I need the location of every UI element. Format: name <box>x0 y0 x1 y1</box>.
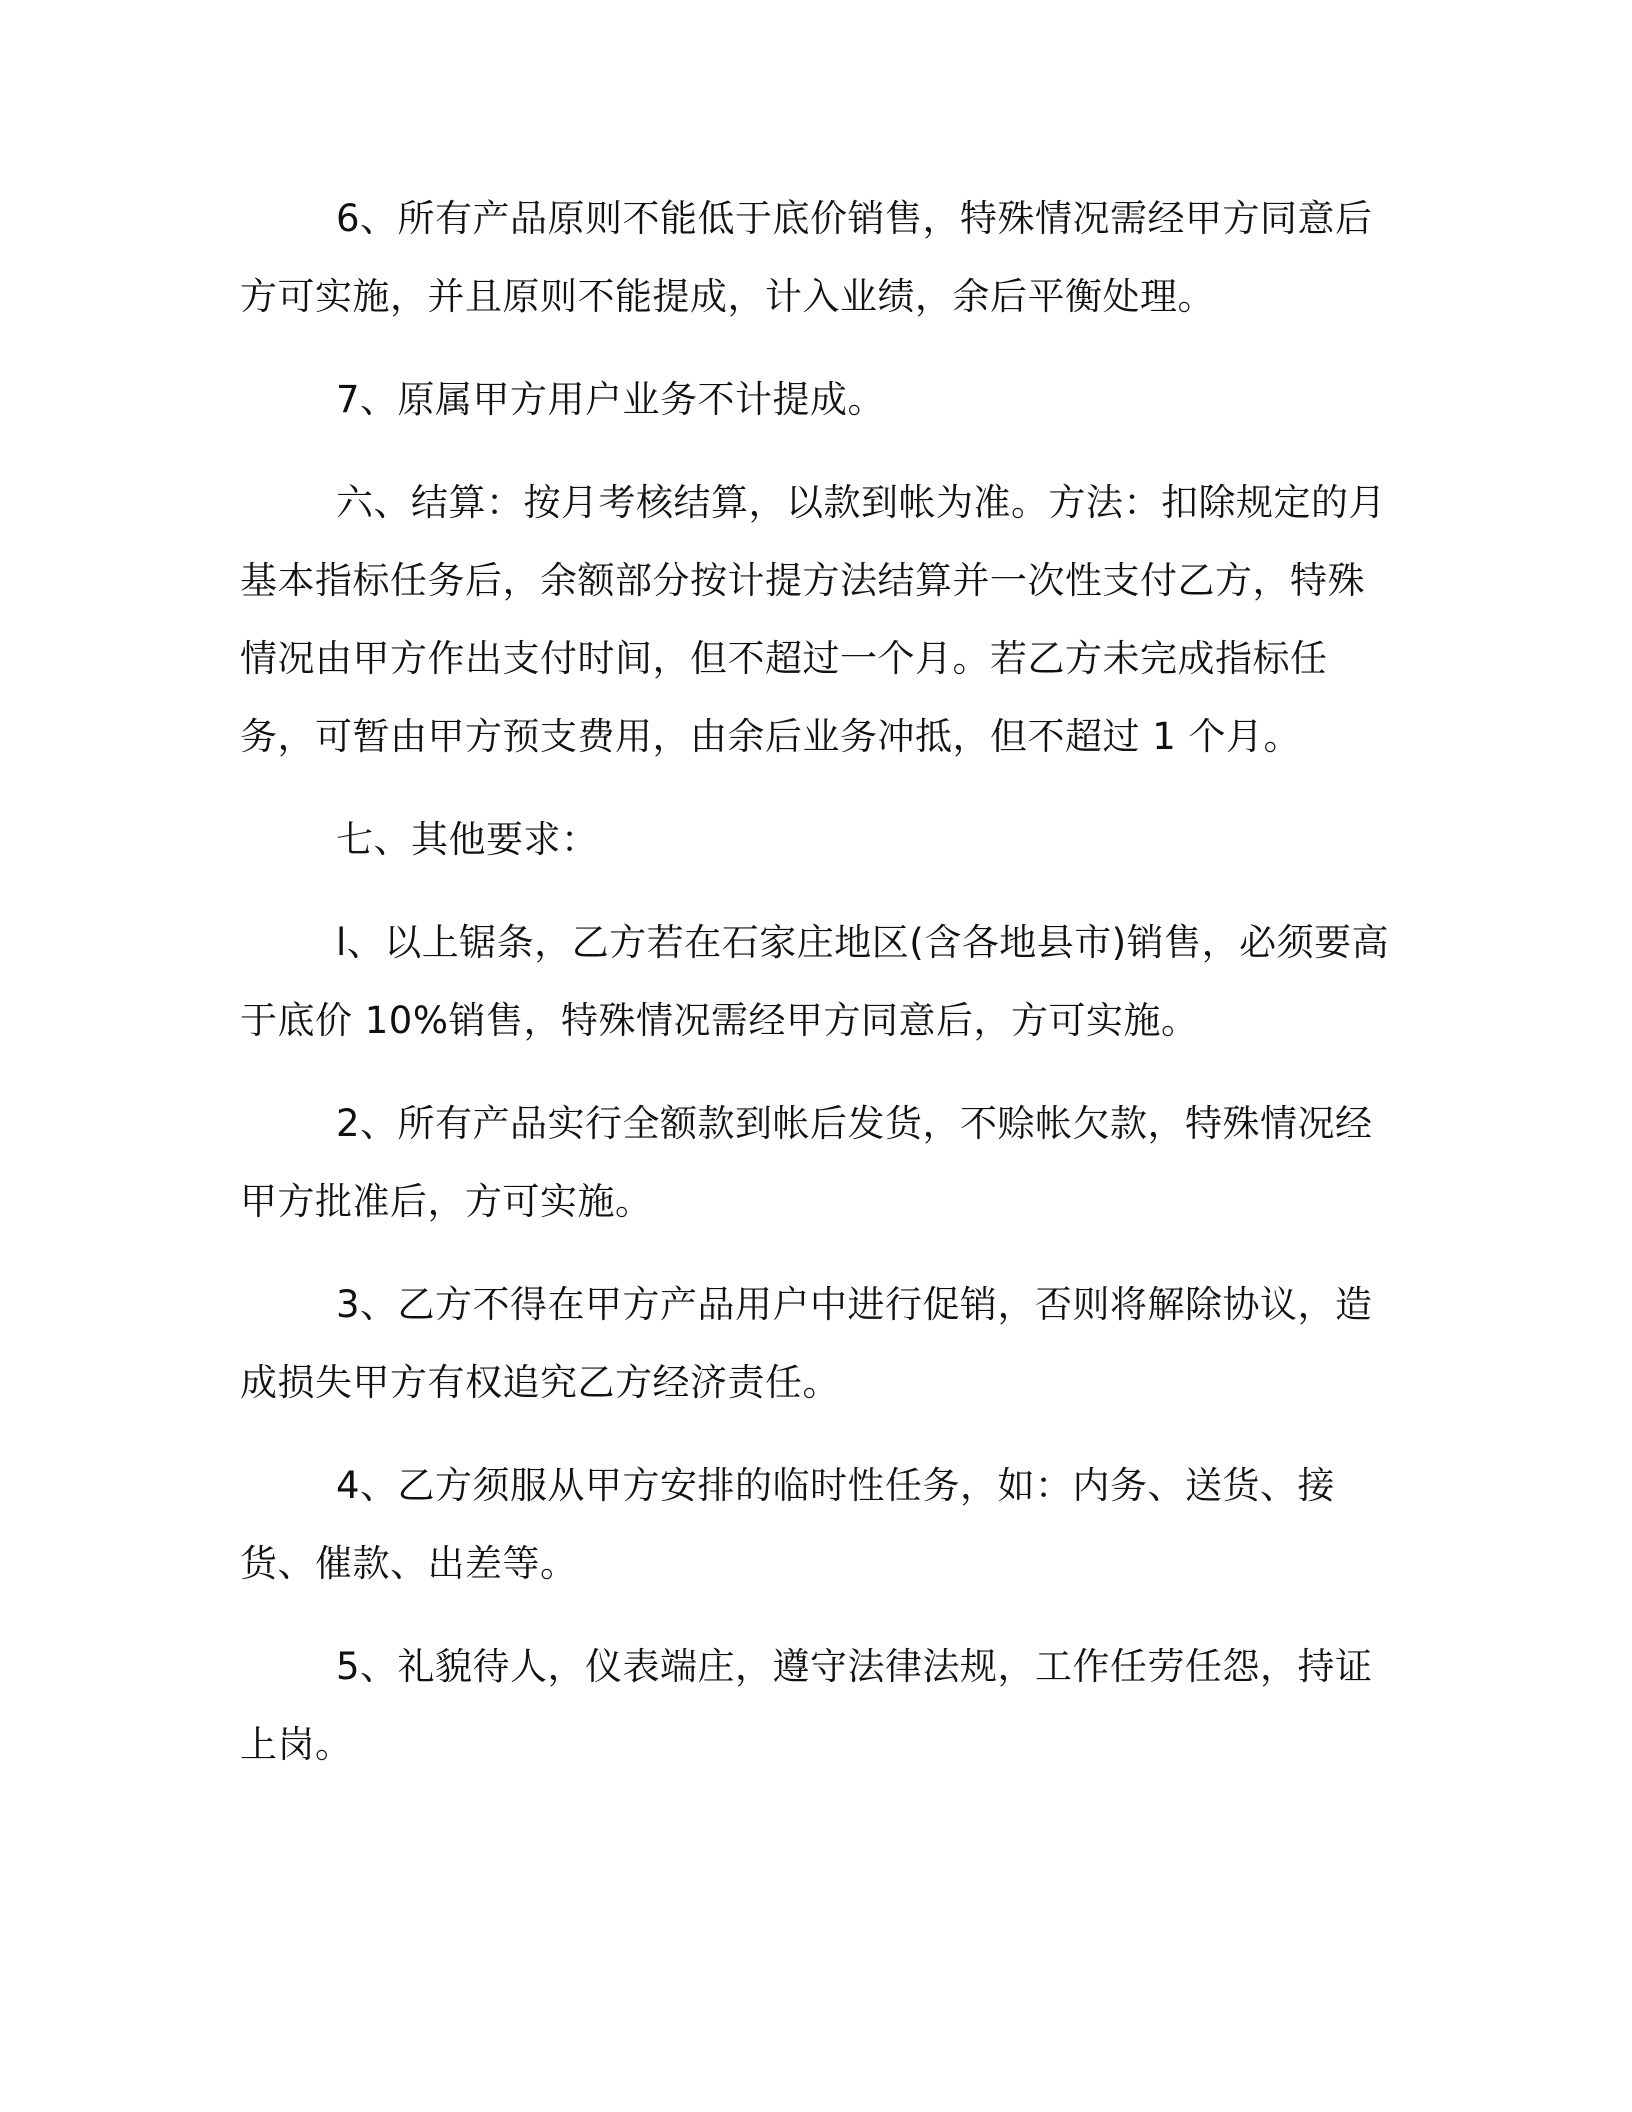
paragraph-item-7: 7、原属甲方用户业务不计提成。 <box>336 378 886 421</box>
paragraph-other-requirements-heading: 七、其他要求： <box>336 818 599 861</box>
paragraph-requirement-1: l、以上锯条，乙方若在石家庄地区(含各地县市)销售，必须要高于底价 10%销售，特殊情况需经甲方同意后，方可实施。 <box>240 921 1390 1042</box>
paragraph-requirement-2: 2、所有产品实行全额款到帐后发货，不赊帐欠款，特殊情况经甲方批准后，方可实施。 <box>240 1102 1373 1223</box>
paragraph-requirement-5: 5、礼貌待人，仪表端庄，遵守法律法规，工作任劳任怨，持证上岗。 <box>240 1645 1373 1766</box>
paragraph-item-6: 6、所有产品原则不能低于底价销售，特殊情况需经甲方同意后方可实施，并且原则不能提成，计入业绩，余后平衡处理。 <box>240 197 1373 318</box>
document-body <box>240 180 1390 1809</box>
paragraph-requirement-4: 4、乙方须服从甲方安排的临时性任务，如：内务、送货、接货、催款、出差等。 <box>240 1464 1336 1585</box>
paragraph-requirement-3: 3、乙方不得在甲方产品用户中进行促销，否则将解除协议，造成损失甲方有权追究乙方经济责任。 <box>240 1283 1373 1404</box>
paragraph-settlement: 六、结算：按月考核结算，以款到帐为准。方法：扣除规定的月基本指标任务后，余额部分按计提方法结算并一次性支付乙方，特殊情况由甲方作出支付时间，但不超过一个月。若乙方未完成指标任务，可暂由甲方预支费用，由余后业务冲抵，但不超过 1 个月。 <box>240 481 1386 758</box>
